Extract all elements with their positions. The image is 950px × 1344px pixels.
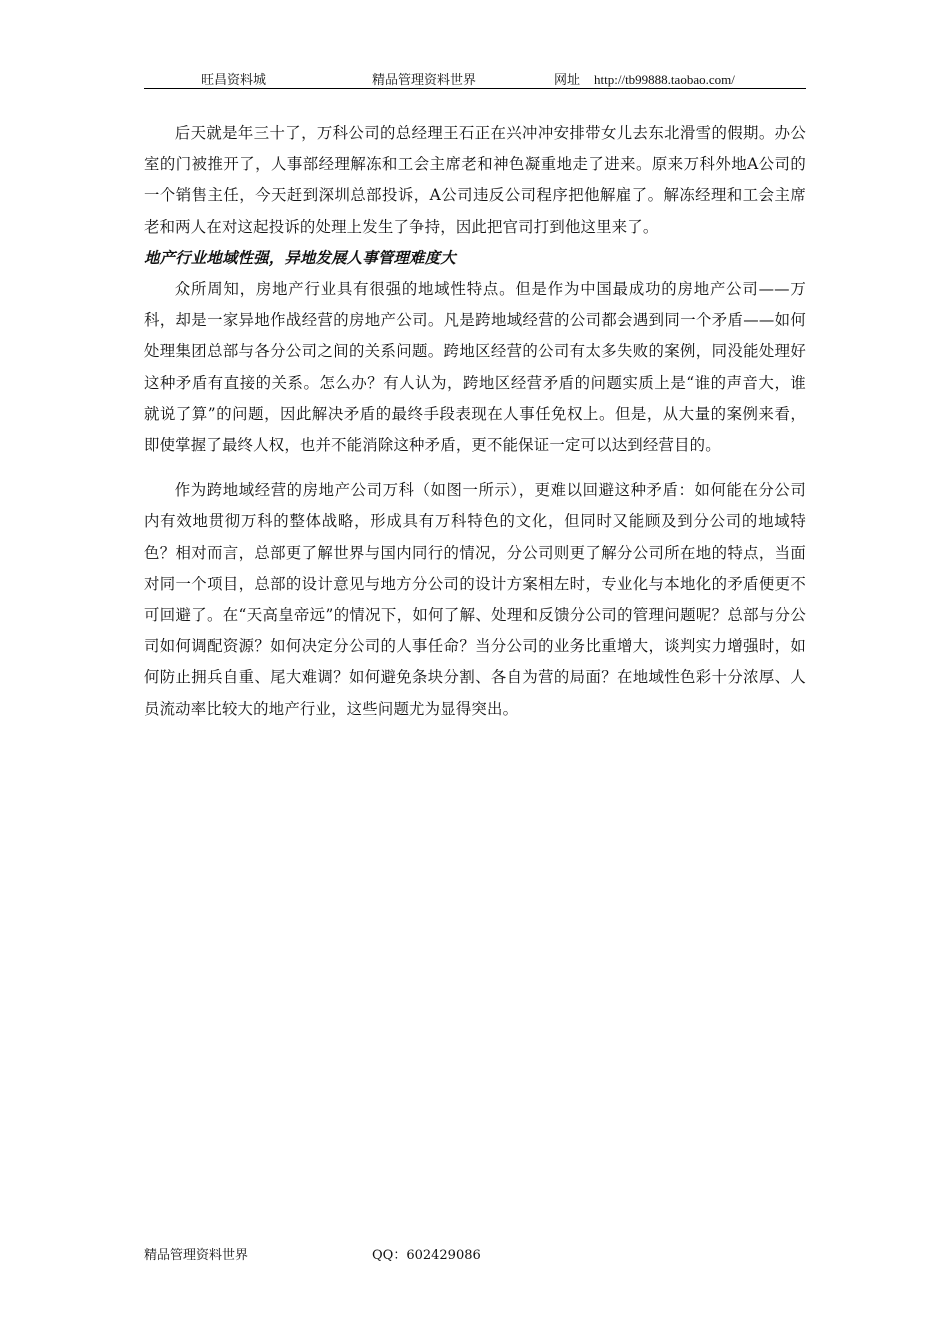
header-slogan: 精品管理资料世界 xyxy=(372,73,477,88)
footer-site-name: 精品管理资料世界 xyxy=(144,1248,249,1263)
header-url-block xyxy=(554,69,735,88)
body-paragraph-1: 后天就是年三十了，万科公司的总经理王石正在兴冲冲安排带女儿去东北滑雪的假期。办公室的门被推开了，人事部经理解冻和工会主席老和神色凝重地走了进来。原来万科外地A公司的一个销售主任，今天赶到深圳总部投诉，A公司违反公司程序把他解雇了。解冻经理和工会主席老和两人在对这起投诉的处理上发生了争持，因此把官司打到他这里来了。 xyxy=(144,124,806,236)
section-heading: 地产行业地域性强，异地发展人事管理难度大 xyxy=(144,248,456,267)
header-url-link[interactable]: http://tb99888.taobao.com/ xyxy=(594,72,735,87)
footer-contact: QQ：602429086 xyxy=(372,1248,481,1263)
body-paragraph-2: 众所周知，房地产行业具有很强的地域性特点。但是作为中国最成功的房地产公司——万科，却是一家异地作战经营的房地产公司。凡是跨地域经营的公司都会遇到同一个矛盾——如何处理集团总部与各分公司之间的关系问题。跨地区经营的公司有太多失败的案例，同没能处理好这种矛盾有直接的关系。怎么办？有人认为，跨地区经营矛盾的问题实质上是“谁的声音大，谁就说了算”的问题，因此解决矛盾的最终手段表现在人事任免权上。但是，从大量的案例来看，即使掌握了最终人权，也并不能消除这种矛盾，更不能保证一定可以达到经营目的。 xyxy=(144,280,806,455)
document-body xyxy=(144,118,806,725)
page-footer xyxy=(144,1244,806,1264)
header-site-name: 旺昌资料城 xyxy=(201,73,267,88)
page-header xyxy=(144,66,806,89)
body-paragraph-3: 作为跨地域经营的房地产公司万科（如图一所示），更难以回避这种矛盾：如何能在分公司内有效地贯彻万科的整体战略，形成具有万科特色的文化，但同时又能顾及到分公司的地域特色？相对而言，总部更了解世界与国内同行的情况，分公司则更了解分公司所在地的特点，当面对同一个项目，总部的设计意见与地方分公司的设计方案相左时，专业化与本地化的矛盾便更不可回避了。在“天高皇帝远”的情况下，如何了解、处理和反馈分公司的管理问题呢？总部与分公司如何调配资源？如何决定分公司的人事任命？当分公司的业务比重增大，谈判实力增强时，如何防止拥兵自重、尾大难调？如何避免条块分割、各自为营的局面？在地域性色彩十分浓厚、人员流动率比较大的地产行业，这些问题尤为显得突出。 xyxy=(144,481,806,718)
header-url-label: 网址 xyxy=(554,73,581,88)
